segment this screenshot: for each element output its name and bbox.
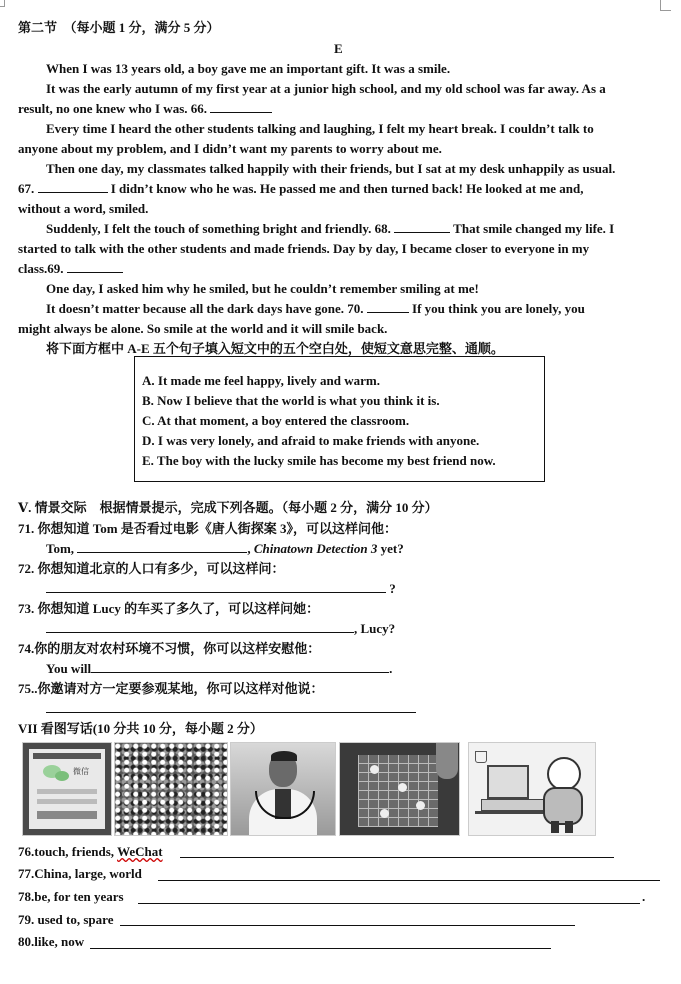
item-77: 77.China, large, world <box>18 866 142 881</box>
corner-mark-left <box>0 0 5 7</box>
question-71: 71. 你想知道 Tom 是否看过电影《唐人街探案 3》，可以这样问他： <box>18 521 398 536</box>
picture-crowd <box>114 742 228 836</box>
picture-chess <box>339 742 460 836</box>
blank-66[interactable] <box>210 100 272 113</box>
section5-header: Ⅴ. 情景交际 根据情景提示，完成下列各题。（每小题 2 分，满分 10 分） <box>18 500 438 515</box>
picture-boy-computer <box>468 742 596 836</box>
monitor-icon <box>487 765 529 799</box>
boy-head-icon <box>547 757 581 791</box>
question-72: 72. 你想知道北京的人口有多少，可以这样问： <box>18 561 285 576</box>
passage-line: One day, I asked him why he smiled, but he couldn’t remember smiling at me! <box>46 281 479 296</box>
answer-73-blank[interactable] <box>46 620 354 633</box>
picture-wechat-phone <box>22 742 112 836</box>
option-e: E. The boy with the lucky smile has become my best friend now. <box>142 453 496 468</box>
answer-72: ? <box>46 580 396 598</box>
question-74: 74.你的朋友对农村环境不习惯，你可以这样安慰他： <box>18 641 321 656</box>
answer-74: You will . <box>46 661 393 676</box>
phone-app-label: 微信 <box>73 767 89 776</box>
instruction: 将下面方框中 A-E 五个句子填入短文中的五个空白处，使短文意思完整、通顺。 <box>46 341 504 356</box>
passage-line: Then one day, my classmates talked happily with their friends, but I sat at my desk unhappily as usual. <box>46 161 616 176</box>
item-80-blank[interactable] <box>90 936 551 949</box>
answer-75 <box>46 700 416 718</box>
blank-68[interactable] <box>394 220 450 233</box>
section7-header: VII 看图写话(10 分共 10 分，每小题 2 分） <box>18 721 263 736</box>
chess-piece-icon <box>370 765 379 774</box>
item-77-blank[interactable] <box>158 868 660 881</box>
passage-line: anyone about my problem, and I didn’t want my parents to worry about me. <box>18 141 442 156</box>
passage-line: When I was 13 years old, a boy gave me an important gift. It was a smile. <box>46 61 451 76</box>
passage-line: Every time I heard the other students talking and laughing, I felt my heart break. I couldn’t talk to <box>46 121 594 136</box>
answer-71: Tom, , Chinatown Detection 3 yet? <box>46 541 404 556</box>
answer-75-blank[interactable] <box>46 700 416 713</box>
option-c: C. At that moment, a boy entered the classroom. <box>142 413 410 428</box>
item-76-blank[interactable] <box>180 845 614 858</box>
hand-icon <box>436 743 458 779</box>
item-78-end: . <box>642 889 646 904</box>
answer-72-blank[interactable] <box>46 580 386 593</box>
question-75: 75..你邀请对方一定要参观某地，你可以这样对他说： <box>18 681 324 696</box>
item-76: 76.touch, friends, WeChat <box>18 844 163 859</box>
item-78-blank[interactable] <box>138 891 640 904</box>
passage-line: It was the early autumn of my first year at a junior high school, and my old school was far away. As a <box>46 81 606 96</box>
passage-line: class.69. <box>18 260 123 278</box>
passage-line: might always be alone. So smile at the world and it will smile back. <box>18 321 388 336</box>
item-80: 80.like, now <box>18 934 85 949</box>
option-b: B. Now I believe that the world is what you think it is. <box>142 393 440 408</box>
option-d: D. I was very lonely, and afraid to make friends with anyone. <box>142 433 480 448</box>
passage-line: 67. I didn’t know who he was. He passed me and then turned back! He looked at me and, <box>18 181 584 196</box>
blank-69[interactable] <box>67 260 123 273</box>
picture-doctor <box>230 742 336 836</box>
blank-70[interactable] <box>367 300 409 313</box>
passage-line: without a word, smiled. <box>18 201 149 216</box>
item-78: 78.be, for ten years <box>18 889 124 904</box>
section2-header: 第二节 （每小题 1 分，满分 5 分） <box>18 20 220 35</box>
passage-letter: E <box>334 41 343 56</box>
passage-line: started to talk with the other students and made friends. Day by day, I became closer to everyone in my <box>18 241 590 256</box>
option-a: A. It made me feel happy, lively and warm. <box>142 373 380 388</box>
corner-mark-right <box>660 0 671 11</box>
blank-67[interactable] <box>38 180 108 193</box>
passage-line: Suddenly, I felt the touch of something bright and friendly. 68. That smile changed my life. I <box>46 221 615 236</box>
cup-icon <box>475 751 487 763</box>
question-73: 73. 你想知道 Lucy 的车买了多久了，可以这样问她： <box>18 601 320 616</box>
chess-piece-icon <box>416 801 425 810</box>
answer-71-blank[interactable] <box>77 540 247 553</box>
passage-line: It doesn’t matter because all the dark days have gone. 70. If you think you are lonely, you <box>46 301 585 316</box>
answer-74-blank[interactable] <box>91 660 389 673</box>
item-79: 79. used to, spare <box>18 912 114 927</box>
chess-piece-icon <box>398 783 407 792</box>
item-79-blank[interactable] <box>120 913 575 926</box>
passage-line: result, no one knew who I was. 66. <box>18 100 272 118</box>
answer-73: , Lucy? <box>46 620 395 638</box>
chess-piece-icon <box>380 809 389 818</box>
